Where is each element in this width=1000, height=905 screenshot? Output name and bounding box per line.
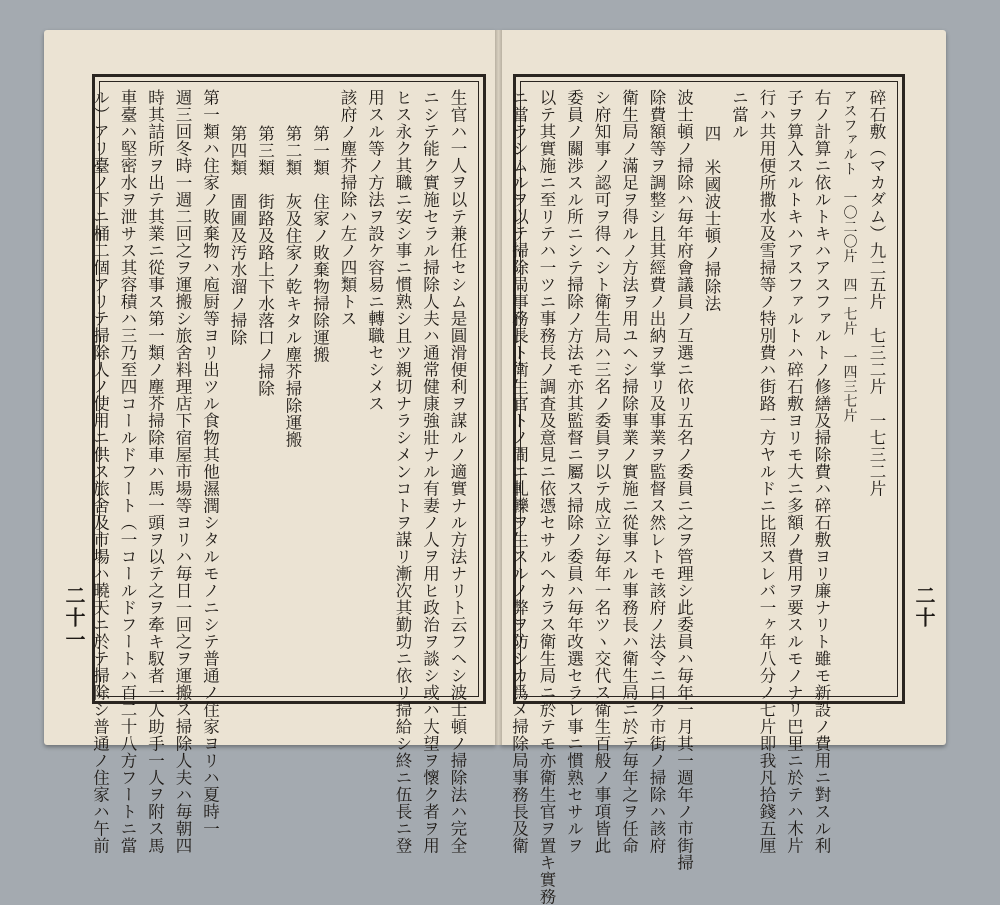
- text-column: 波士頓ノ掃除ハ毎年府會議員ノ互選ニ依リ五名ノ委員ニ之ヲ管理シ此委員ハ毎年一月其一週年ノ市街掃: [674, 89, 694, 871]
- category-item: 第二類 灰及住家ノ乾キタル塵芥掃除運搬: [283, 125, 302, 448]
- text-column: 子ヲ算入スルトキハアスファルトハ碎石敷ヨリモ大ニ多額ノ費用ヲ要スルモノナリ巴里ニ於テハ木片: [784, 89, 804, 854]
- left-page-number: 二十一: [62, 585, 86, 651]
- text-column: 車臺ハ堅密水ヲ泄サス其容積ハ三乃至四コールドフート（一コールドフートハ百二十八方フートニ當: [118, 89, 137, 854]
- book-gutter: [495, 30, 502, 745]
- text-column: 除費額等ヲ調整シ且其經費ノ出納ヲ掌リ及事業ヲ監督ス然レトモ該府ノ法令ニ曰ク市街ノ掃除ハ該府: [647, 89, 666, 854]
- category-item: 第三類 街路及路上下水落口ノ掃除: [255, 125, 275, 397]
- category-item: 第四類 圊圃及汚水溜ノ掃除: [228, 125, 247, 346]
- text-column: 第一類ハ住家ノ敗棄物ハ庖厨等ヨリ出ツル食物其他濕潤シタルモノニシテ普通ノ住家ヨリハ夏時一: [200, 89, 220, 837]
- right-page-text-frame: [509, 74, 905, 905]
- text-column: ヒス永ク其職ニ安シ事ニ慣熟シ且ツ親切ナラシメンコトヲ謀リ漸次其勤功ニ依リ掃給シ終ニ伍長ニ登: [393, 89, 412, 854]
- text-column: 行ハ共用便所撒水及雪掃等ノ特別費ハ街路一方ヤルドニ比照スレバ一ヶ年八分ノ七片即我凡拾錢五厘: [757, 89, 776, 854]
- text-column: ル）アリ臺ノ下ニ桶二個アリテ掃除人ノ使用ニ供ス旅舍及市場ハ曉天ニ於テ掃除シ普通ノ住家ハ午前: [90, 89, 110, 854]
- text-column: 以テ其實施ニ至リテハ一ツニ事務長ノ調査及意見ニ依憑セサルヘカラス衛生局ニ於テモ亦衛生官ヲ置キ實務: [537, 89, 556, 905]
- text-column: ニ當ル: [729, 89, 749, 140]
- text-column: 衛生局ノ滿足ヲ得ルノ方法ヲ用ユヘシ掃除事業ノ實施ニ從事スル事務長ハ衛生局ニ於テ毎年之ヲ任命: [619, 89, 639, 854]
- text-column: ニシテ能ク實施セラル掃除人夫ハ通常健康強壯ナル有妻ノ人ヲ用ヒ政治ヲ談シ或ハ大望ヲ懷ク者ヲ用: [420, 89, 440, 854]
- text-column: 碎石敷（マカダム）九二五片 七三二片 一七三二片: [867, 89, 886, 497]
- text-column: 生官ハ一人ヲ以テ兼任セシム是圓滑便利ヲ謀ルノ適實ナル方法ナリト云フヘシ波士頓ノ掃除法ハ完全: [448, 89, 467, 854]
- text-column: 週三回冬時一週二回之ヲ運搬シ旅舍料理店下宿屋市場等ヨリハ毎日一回之ヲ運搬ス掃除人夫ハ毎朝四: [173, 89, 192, 854]
- left-page-text: [90, 89, 471, 854]
- text-column: アスファルト 一〇二〇片 四一七片 一四三七片: [841, 89, 858, 423]
- text-column: 用スル等ノ方法ヲ設ケ容易ニ轉職セシメス: [365, 89, 385, 412]
- category-item: 第一類 住家ノ敗棄物掃除運搬: [310, 125, 330, 363]
- text-column: ニ當ラシムルヲ以テ掃除局事務長ト衛生官トノ間ニ軋轢ヲ生スルノ弊ヲ防シカ爲メ掃除局事務長及衛: [509, 89, 529, 854]
- text-column: 時其詰所ヲ出テ其業ニ從事ス第一類ノ塵芥掃除車ハ馬一頭ヲ以テ之ヲ牽キ馭者一人助手一人ヲ附ス馬: [145, 89, 165, 854]
- left-page-text-frame: [90, 74, 486, 854]
- text-column: シ府知事ノ認可ヲ得ヘシト衛生局ハ三名ノ委員ヲ以テ成立シ毎年一名ツヽ交代ス衛生百般ノ事項皆此: [592, 89, 611, 854]
- text-column: 委員ノ關渉スル所ニシテ掃除ノ方法モ亦其監督ニ屬ス掃除ノ委員ハ毎年改選セラレ事ニ慣熟セサルヲ: [564, 89, 584, 854]
- right-page-text: [509, 89, 890, 905]
- section-heading: 四 米國波士頓ノ掃除法: [702, 125, 721, 312]
- text-column: 右ノ計算ニ依ルトキハアスファルトノ修繕及掃除費ハ碎石敷ヨリ廉ナリト雖モ新設ノ費用ニ對スル利: [812, 89, 831, 854]
- text-column: 該府ノ塵芥掃除ハ左ノ四類トス: [338, 89, 357, 327]
- right-page-number: 二十: [912, 585, 936, 629]
